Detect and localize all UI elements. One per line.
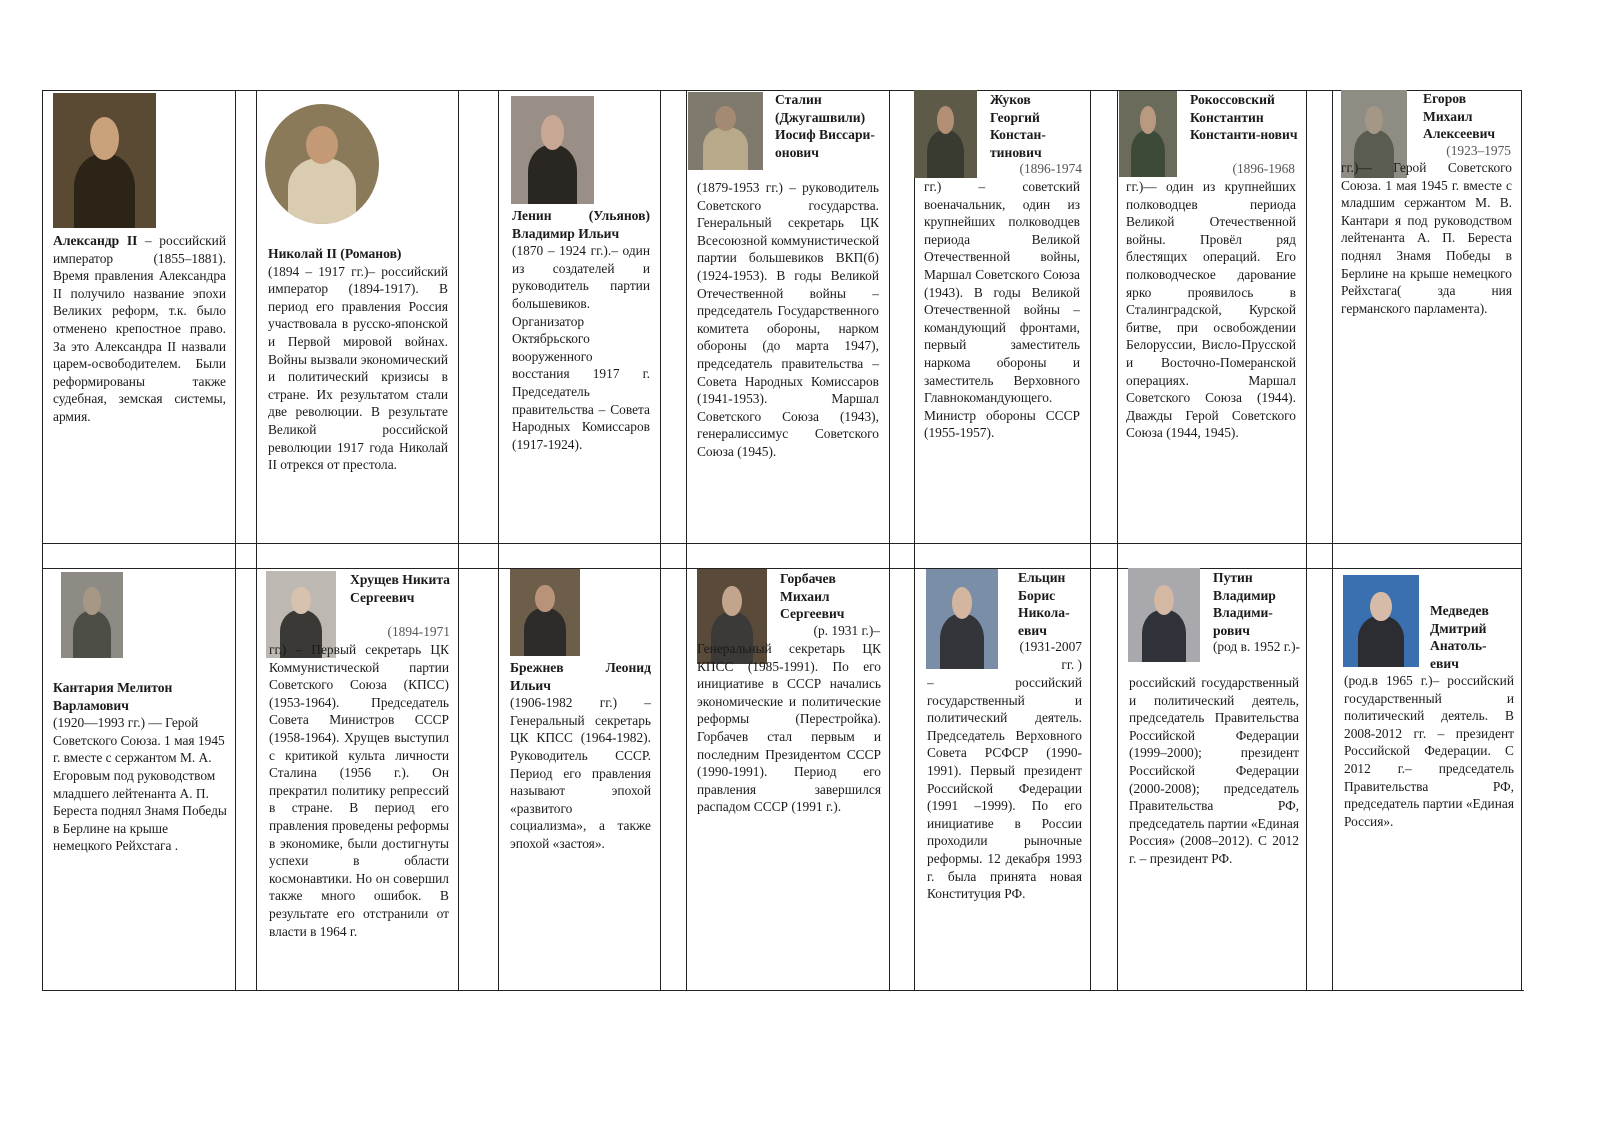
portrait-rokossovsky [1119,91,1177,177]
cell-yeltsin [927,674,1082,924]
person-dates: (1896-1968 [1232,161,1295,176]
person-name: Кантария Мелитон Варламович [53,680,173,713]
person-name: Брежнев Леонид Ильич [510,660,651,693]
person-bio: (род.в 1965 г.)– российский государственный и политический деятель. В 2008-2012 гг. – президент Российской Федерации. С 2012 г.– председатель Правительства РФ, председатель партии «Единая Россия». [1344,673,1514,829]
cell-egorov-dates [1420,142,1511,160]
person-name: Ельцин Борис Никола-евич [1018,570,1070,638]
portrait-kantaria [61,572,123,658]
table-col-line [1090,90,1091,990]
cell-medvedev [1344,672,1514,872]
table-divider-row [42,543,1522,544]
table-col-line [458,90,459,990]
person-dates: (1894-1971 [387,624,450,639]
cell-khrushchev [269,641,449,991]
cell-putin-dates [1208,638,1300,674]
portrait-yeltsin [926,569,998,669]
table-col-line [686,90,687,990]
cell-stalin [697,179,879,519]
person-dates: (1896-1974 [1019,161,1082,176]
portrait-stalin [688,92,763,170]
cell-yeltsin-name [1018,569,1088,644]
cell-egorov [1341,159,1512,389]
person-dates: (1923–1975 [1446,143,1511,158]
cell-stalin-name [775,91,883,181]
cell-alexander-ii [53,232,226,532]
person-dates: (р. 1931 г.)– [813,623,880,638]
person-bio: гг.) – советский военачальник, один из крупнейших полководцев периода Великой Отечественной войны, Маршал Советского Союза (1943). В годы Великой Отечественной войны – командующий фронтами, первый заместитель наркома обороны и заместитель Верховного Главнокомандующего. Министр обороны СССР (1955-1957). [924,179,1080,441]
table-col-line [1306,90,1307,990]
cell-putin [1129,674,1299,939]
cell-rokossovsky-name [1190,91,1300,166]
cell-gorbachev-dates [780,622,880,640]
cell-nicholas-ii [268,245,448,535]
table-border-bottom [42,990,1524,991]
table-col-line [1521,90,1522,990]
cell-kantaria [53,679,228,909]
cell-yeltsin-dates [1010,638,1082,674]
table-col-line [235,90,236,990]
portrait-lenin [511,96,594,204]
portrait-zhukov [914,90,977,178]
person-name: Путин Владимир Владими-рович [1213,570,1276,638]
cell-gorbachev [697,640,881,870]
portrait-brezhnev [510,569,580,656]
cell-egorov-name [1423,90,1513,145]
cell-rokossovsky [1126,178,1296,513]
person-name: Хрущев Никита Сергеевич [350,572,450,605]
person-bio: российский государственный и политический деятель, председатель Правительства Российской Федерации (1999–2000); президент Российской Федерации (2000-2008); председатель Правительства РФ, председатель партии «Единая Россия» (2008–2012). С 2012 г. – президент РФ. [1129,675,1299,866]
person-name: Горбачев Михаил Сергеевич [780,571,845,622]
person-name: Александр II [53,233,138,248]
person-name: Ленин (Ульянов) Владимир Ильич [512,208,650,241]
person-bio: (1879-1953 гг.) – руководитель Советского государства. Генеральный секретарь ЦК Всесоюзной коммунистической партии большевиков ВКП(б) (1924-1953). В годы Великой Отечественной войны – председатель Государственного комитета обороны, нарком обороны (до марта 1947), председатель правительства – Совета Народных Комиссаров (1941-1953). Маршал Советского Союза (1943), генералиссимус Советского Союза (1945). [697,180,879,459]
portrait-putin [1128,568,1200,662]
cell-gorbachev-name [780,570,880,625]
table-col-line [914,90,915,990]
person-bio: Генеральный секретарь ЦК КПСС (1985-1991). По его инициативе в СССР начались экономические и политические реформы (Перестройка). Горбачев стал первым и последним Президентом СССР (1990-1991). Период его правления завершился распадом СССР (1991 г.). [697,641,881,815]
person-bio: гг.)— один из крупнейших полководцев периода Великой Отечественной войны. Провёл ряд блестящих операций. Его полководческое дарование ярко проявилось в Сталинградской, Курской битве, при освобождении Белоруссии, Висло-Прусской и Восточно-Померанской операциях. Маршал Советского Союза (1944). Дважды Герой Советского Союза (1944, 1945). [1126,179,1296,441]
person-dates: (род в. 1952 г.)- [1212,639,1300,654]
person-bio: (1920—1993 гг.) — Герой Советского Союза. 1 мая 1945 г. вместе с сержантом М. А. Егоровым под руководством младшего лейтенанта А. П. Береста поднял Знамя Победы в Берлине на крыше немецкого Рейхстага . [53,715,227,854]
cell-zhukov-name [990,91,1082,166]
table-col-line [660,90,661,990]
table-col-line [1117,90,1118,990]
cell-medvedev-name [1430,602,1515,674]
person-name: Рокоссовский Константин Константи-нович [1190,92,1298,143]
person-bio: – российский император (1855–1881). Время правления Александра II получило название эпохи Великих реформ, т.к. было отменено крепостное право. За это Александра II назвали царем-освободителем. Были реформированы также судебная, земская системы, армия. [53,233,226,424]
table-col-line [256,90,257,990]
table-col-line [1332,90,1333,990]
cell-khrushchev-dates [370,623,450,641]
table-col-line [498,90,499,990]
portrait-medvedev [1343,575,1419,667]
person-bio: (1906-1982 гг.) – Генеральный секретарь ЦК КПСС (1964-1982). Руководитель СССР. Период его правления называют эпохой «развитого социализма», а также эпохой «застоя». [510,695,651,851]
person-dates: (1931-2007 гг. ) [1019,639,1082,672]
person-name: Медведев Дмитрий Анатоль-евич [1430,603,1489,671]
cell-lenin [512,207,650,507]
portrait-nicholas-ii [265,104,379,224]
cell-zhukov [924,178,1080,508]
person-name: Сталин (Джугашвили) Иосиф Виссари-онович [775,92,875,160]
person-bio: гг.)— Герой Советского Союза. 1 мая 1945 г. вместе с младшим сержантом М. В. Кантари я под руководством лейтенанта А. П. Береста поднял Знамя Победы в Берлине на крыше немецкого Рейхстага( зда ния германского парламента). [1341,160,1512,316]
person-bio: (1870 – 1924 гг.).– один из создателей и руководитель партии большевиков. Организатор Октябрьского вооруженного восстания 1917 г. Председатель правительства – Совета Народных Комиссаров (1917-1924). [512,243,650,452]
person-name: Егоров Михаил Алексеевич [1423,91,1496,142]
person-name: Жуков Георгий Констан-тинович [990,92,1046,160]
cell-brezhnev [510,659,651,889]
person-bio: (1894 – 1917 гг.)– российский император (1894-1917). В период его правления Россия участвовала в русско-японской и Первой мировой войнах. Войны вызвали экономический и политический кризисы в стране. Их результатом стали две революции. В результате Великой российской революции 1917 года Николай II отрекся от престола. [268,263,448,473]
table-col-line [889,90,890,990]
table-col-line [42,90,43,990]
person-bio: – российский государственный и политический деятель. Председатель Верховного Совета РСФСР (1990-1991). Первый президент Российской Федерации (1991 –1999). По его инициативе в России проходили рыночные реформы. 12 декабря 1993 г. была принята новая Конституция РФ. [927,675,1082,902]
cell-khrushchev-name [350,571,450,626]
cell-zhukov-dates [1010,160,1082,178]
person-name: Николай II (Романов) [268,246,402,261]
cell-putin-name [1213,569,1303,644]
person-bio: гг.) – Первый секретарь ЦК Коммунистической партии Советского Союза (КПСС) (1953-1964). Председатель Совета Министров СССР (1958-1964). Хрущев выступил с критикой культа личности Сталина (1956 г.). Он прекратил политику репрессий в стране. В период его правления проведены реформы в экономике, были достигнуты успехи в области космонавтики. Но он совершил также много ошибок. В результате его отстранили от власти в 1964 г. [269,642,449,939]
portrait-alexander-ii [53,93,156,228]
cell-rokossovsky-dates [1210,160,1295,178]
